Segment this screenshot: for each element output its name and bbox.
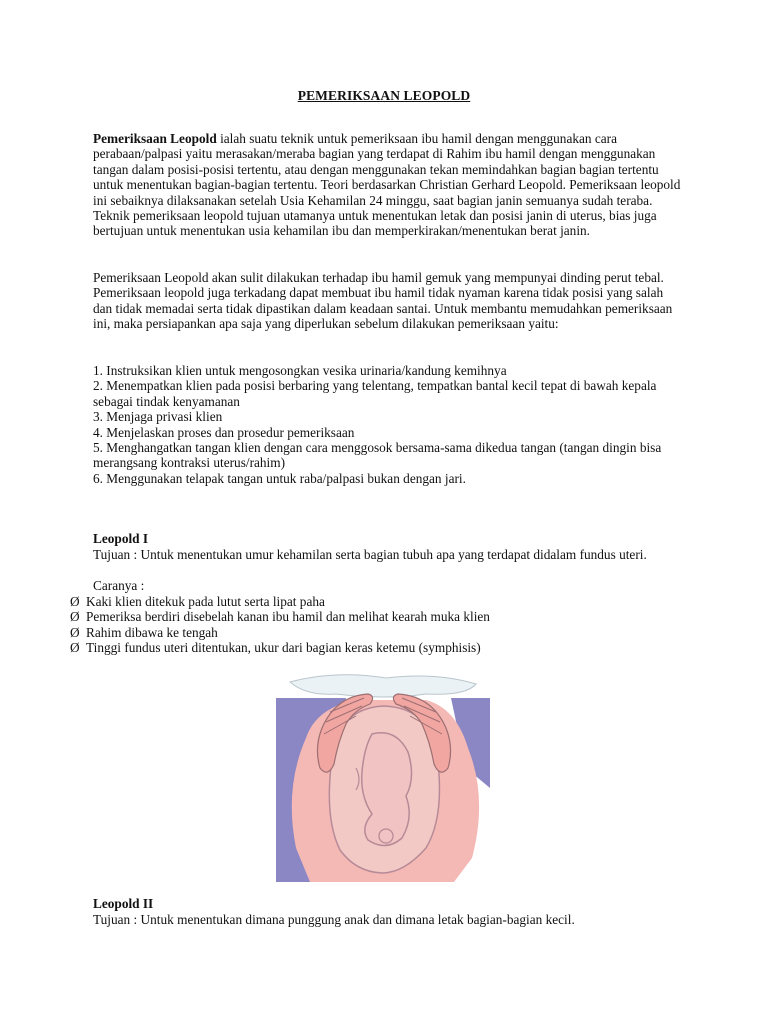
step-item: 3. Menjaga privasi klien [93, 409, 223, 425]
bullet-text: Kaki klien ditekuk pada lutut serta lipat paha [86, 594, 325, 609]
bullet-text: Pemeriksa berdiri disebelah kanan ibu hamil dan melihat kearah muka klien [86, 609, 490, 625]
bullet-marker: Ø [70, 609, 80, 625]
intro-paragraph [93, 131, 683, 239]
step-item: 6. Menggunakan telapak tangan untuk raba/palpasi bukan dengan jari. [93, 470, 466, 486]
document-title: PEMERIKSAAN LEOPOLD [297, 88, 471, 103]
bullet-item [70, 640, 490, 655]
bullet-item [70, 625, 490, 640]
bullet-item [70, 594, 490, 609]
leopold2-goal: Tujuan : Untuk menentukan dimana punggung anak dan dimana letak bagian-bagian kecil. [93, 912, 575, 927]
step-item: 5. Menghangatkan tangan klien dengan cara menggosok bersama-sama dikedua tangan (tangan dingin bisa merangsang kontraksi uterus/rahim) [93, 440, 662, 471]
bullet-marker: Ø [70, 640, 80, 656]
step-item: 4. Menjelaskan proses dan prosedur pemeriksaan [93, 424, 355, 440]
intro-body: ialah suatu teknik untuk pemeriksaan ibu hamil dengan menggunakan cara perabaan/palpasi yaitu merasakan/meraba bagian yang terdapat di Rahim ibu hamil dengan menggunakan tangan dalam posisi-posisi tertentu, atau dengan menggunakan tekan memindahkan bagian bagian tertentu untuk menentukan bagian-bagian tertentu. Teori berdasarkan Christian Gerhard Leopold. Pemeriksaan leopold ini sebaiknya dilaksanakan setelah Usia Kehamilan 24 minggu, saat bagian janin semuanya sudah teraba. Teknik pemeriksaan leopold tujuan utamanya untuk menentukan letak dan posisi janin di uterus, bias juga bertujuan untuk menentukan usia kehamilan ibu dan memperkirakan/menentukan berat janin. [93, 131, 681, 239]
bullet-marker: Ø [70, 594, 80, 609]
bullet-text: Tinggi fundus uteri ditentukan, ukur dari bagian keras ketemu (symphisis) [86, 640, 481, 656]
leopold1-how-label: Caranya : [93, 578, 145, 593]
step-item: 1. Instruksikan klien untuk mengosongkan vesika urinaria/kandung kemihnya [93, 363, 507, 378]
intro-lead: Pemeriksaan Leopold [93, 131, 217, 146]
leopold1-heading: Leopold I [93, 531, 149, 546]
leopold1-bullet-list [70, 594, 490, 656]
bullet-item [70, 609, 490, 624]
preparation-steps [93, 363, 683, 486]
preparation-paragraph: Pemeriksaan Leopold akan sulit dilakukan terhadap ibu hamil gemuk yang mempunyai dinding perut tebal. Pemeriksaan leopold juga terkadang dapat membuat ibu hamil tidak nyaman karena tidak posisi yang salah dan tidak memadai serta tidak dipastikan dalam keadaan santai. Untuk membantu memudahkan pemeriksaan ini, maka persiapankan apa saja yang diperlukan sebelum dilakukan pemeriksaan yaitu: [93, 270, 673, 332]
leopold1-illustration [276, 668, 490, 882]
bullet-marker: Ø [70, 624, 80, 640]
bullet-text: Rahim dibawa ke tengah [86, 624, 218, 640]
leopold2-heading: Leopold II [93, 896, 154, 911]
leopold1-goal: Tujuan : Untuk menentukan umur kehamilan serta bagian tubuh apa yang terdapat didalam fundus uteri. [93, 547, 647, 562]
step-item: 2. Menempatkan klien pada posisi berbaring yang telentang, tempatkan bantal kecil tepat di bawah kepala sebagai tindak kenyamanan [93, 378, 657, 409]
